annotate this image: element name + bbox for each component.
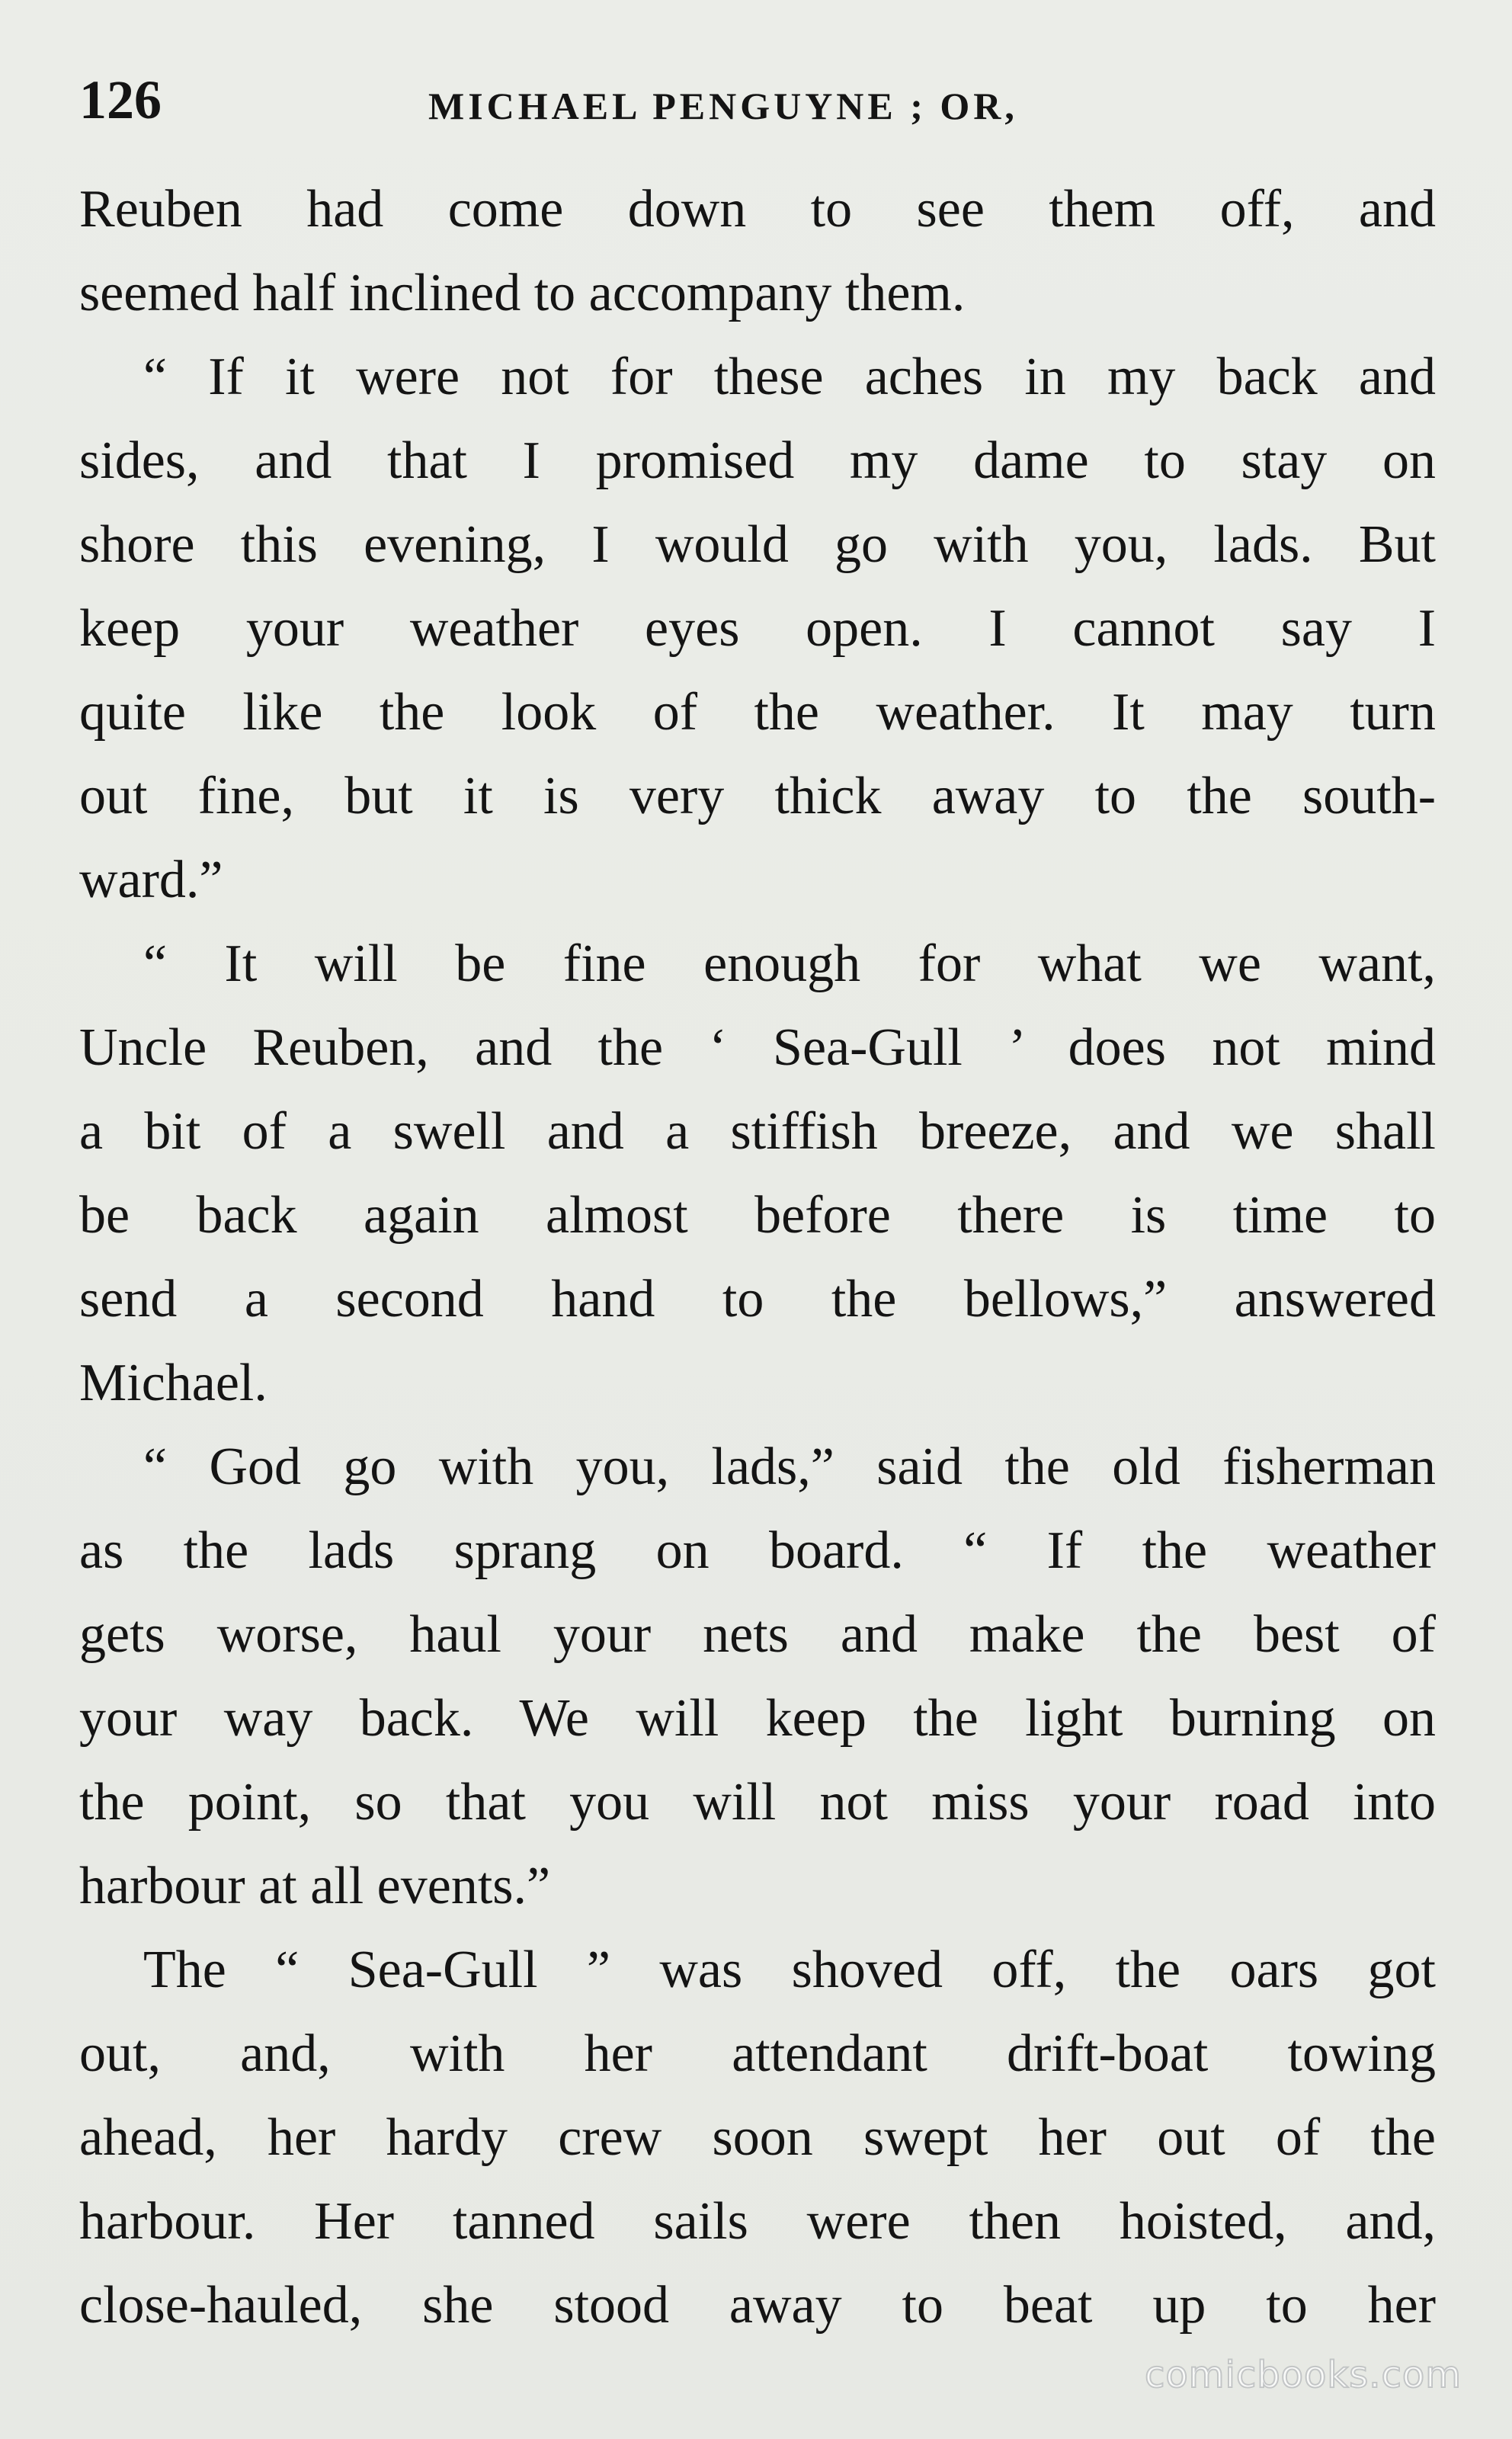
text-line: keep your weather eyes open. I cannot say I xyxy=(79,599,1436,658)
text-line: “ If it were not for these aches in my back and xyxy=(143,348,1436,406)
text-line: the point, so that you will not miss your road into xyxy=(79,1773,1436,1832)
text-line: your way back. We will keep the light burning on xyxy=(79,1689,1436,1748)
text-line: Uncle Reuben, and the ‘ Sea-Gull ’ does not mind xyxy=(79,1018,1436,1077)
text-line: “ God go with you, lads,” said the old fisherman xyxy=(143,1437,1436,1496)
running-title: MICHAEL PENGUYNE ; OR, xyxy=(428,85,1018,127)
text-line: close-hauled, she stood away to beat up to her xyxy=(79,2276,1436,2335)
page-number: 126 xyxy=(79,69,162,130)
watermark: comicbooks.com xyxy=(1144,2354,1462,2396)
text-line: shore this evening, I would go with you, lads. But xyxy=(79,515,1436,574)
page-header xyxy=(79,66,1436,134)
text-line: out fine, but it is very thick away to the south- xyxy=(79,767,1436,825)
text-line: a bit of a swell and a stiffish breeze, and we shall xyxy=(79,1102,1436,1161)
text-line: harbour at all events.” xyxy=(79,1857,551,1915)
text-line: ward.” xyxy=(79,851,223,909)
text-line: quite like the look of the weather. It may turn xyxy=(79,683,1436,742)
text-line: Reuben had come down to see them off, and xyxy=(79,180,1436,239)
body-text xyxy=(79,168,1436,2348)
text-line: as the lads sprang on board. “ If the weather xyxy=(79,1521,1436,1580)
text-line: sides, and that I promised my dame to stay on xyxy=(79,431,1436,490)
text-line: harbour. Her tanned sails were then hoisted, and, xyxy=(79,2192,1436,2251)
text-line: gets worse, haul your nets and make the best of xyxy=(79,1605,1436,1664)
text-line: Michael. xyxy=(79,1354,267,1412)
text-line: ahead, her hardy crew soon swept her out of the xyxy=(79,2108,1436,2167)
text-line: be back again almost before there is time to xyxy=(79,1186,1436,1245)
text-line: out, and, with her attendant drift-boat towing xyxy=(79,2024,1436,2083)
text-line: send a second hand to the bellows,” answered xyxy=(79,1270,1436,1328)
text-line: “ It will be fine enough for what we want, xyxy=(143,934,1436,993)
text-line: The “ Sea-Gull ” was shoved off, the oars got xyxy=(143,1941,1436,1999)
text-line: seemed half inclined to accompany them. xyxy=(79,264,966,322)
